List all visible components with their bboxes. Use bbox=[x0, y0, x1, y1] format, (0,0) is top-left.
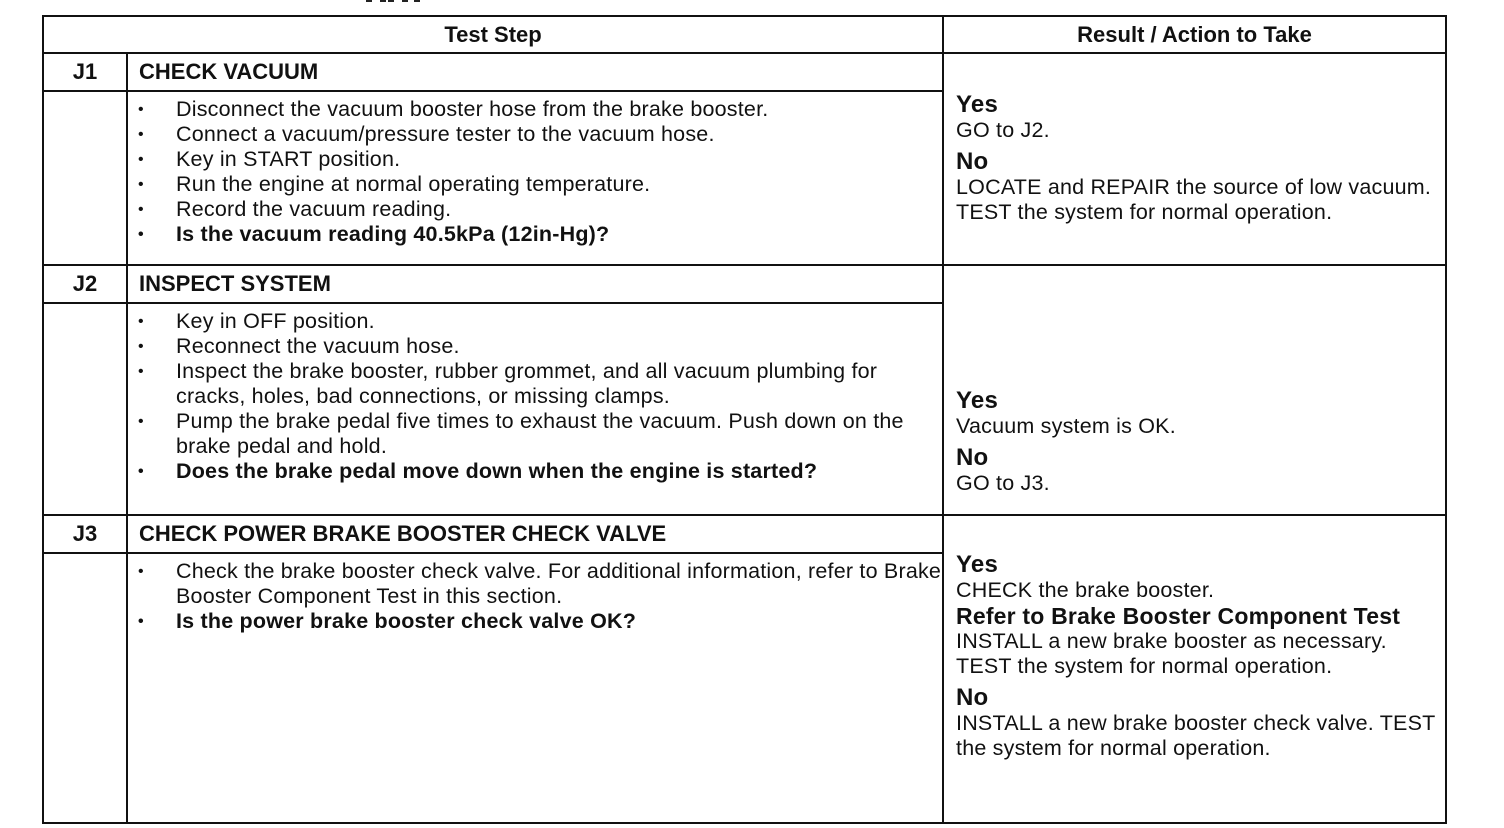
no-action: INSTALL a new brake booster check valve. TEST the system for normal operation. bbox=[956, 711, 1436, 760]
step-id: J2 bbox=[43, 265, 127, 303]
step-title: CHECK POWER BRAKE BOOSTER CHECK VALVE bbox=[127, 515, 943, 553]
step-title-row bbox=[43, 53, 1446, 91]
list-item: • Key in OFF position. bbox=[128, 309, 942, 334]
instruction-list bbox=[128, 304, 942, 484]
step-title-row bbox=[43, 265, 1446, 303]
header-row bbox=[43, 16, 1446, 53]
list-item: • Check the brake booster check valve. For additional information, refer to Brake Booster Component Test in this section. bbox=[128, 559, 942, 609]
yes-label: Yes bbox=[956, 387, 998, 414]
no-label: No bbox=[956, 684, 989, 711]
list-item: • Run the engine at normal operating temperature. bbox=[128, 172, 942, 197]
reference-link-text: Refer to Brake Booster Component Test bbox=[956, 603, 1401, 629]
instruction-list bbox=[128, 554, 942, 634]
step-title: CHECK VACUUM bbox=[127, 53, 943, 91]
no-label: No bbox=[956, 148, 989, 175]
no-action: LOCATE and REPAIR the source of low vacuum. TEST the system for normal operation. bbox=[956, 175, 1432, 224]
step-title-row bbox=[43, 515, 1446, 553]
result-cell bbox=[943, 265, 1446, 515]
test-question: • Is the vacuum reading 40.5kPa (12in-Hg)? bbox=[128, 222, 942, 247]
step-id-spacer bbox=[43, 91, 127, 265]
header-result-action: Result / Action to Take bbox=[943, 16, 1446, 53]
step-id: J3 bbox=[43, 515, 127, 553]
yes-label: Yes bbox=[956, 551, 998, 578]
step-id: J1 bbox=[43, 53, 127, 91]
step-instructions bbox=[127, 553, 943, 823]
list-item: • Inspect the brake booster, rubber grommet, and all vacuum plumbing for cracks, holes, bad connections, or missing clamps. bbox=[128, 359, 942, 409]
step-title: INSPECT SYSTEM bbox=[127, 265, 943, 303]
list-item: • Reconnect the vacuum hose. bbox=[128, 334, 942, 359]
no-label: No bbox=[956, 444, 989, 471]
yes-label: Yes bbox=[956, 91, 998, 118]
list-item: • Pump the brake pedal five times to exhaust the vacuum. Push down on the brake pedal and hold. bbox=[128, 409, 942, 459]
diagnostic-table bbox=[42, 15, 1447, 824]
list-item: • Connect a vacuum/pressure tester to the vacuum hose. bbox=[128, 122, 942, 147]
yes-action: CHECK the brake booster. bbox=[956, 578, 1215, 602]
yes-action: Vacuum system is OK. bbox=[956, 414, 1176, 438]
header-test-step: Test Step bbox=[43, 16, 943, 53]
instruction-list bbox=[128, 92, 942, 247]
test-question: • Is the power brake booster check valve OK? bbox=[128, 609, 942, 634]
result-cell bbox=[943, 53, 1446, 265]
step-id-spacer bbox=[43, 303, 127, 515]
yes-action: GO to J2. bbox=[956, 118, 1050, 142]
list-item: • Record the vacuum reading. bbox=[128, 197, 942, 222]
yes-action-detail: INSTALL a new brake booster as necessary. TEST the system for normal operation. bbox=[956, 629, 1387, 678]
cropped-heading-fragment bbox=[366, 0, 424, 4]
step-instructions bbox=[127, 91, 943, 265]
list-item: • Key in START position. bbox=[128, 147, 942, 172]
no-action: GO to J3. bbox=[956, 471, 1050, 495]
result-cell bbox=[943, 515, 1446, 823]
list-item: • Disconnect the vacuum booster hose from the brake booster. bbox=[128, 97, 942, 122]
test-question: • Does the brake pedal move down when the engine is started? bbox=[128, 459, 942, 484]
step-instructions bbox=[127, 303, 943, 515]
step-id-spacer bbox=[43, 553, 127, 823]
